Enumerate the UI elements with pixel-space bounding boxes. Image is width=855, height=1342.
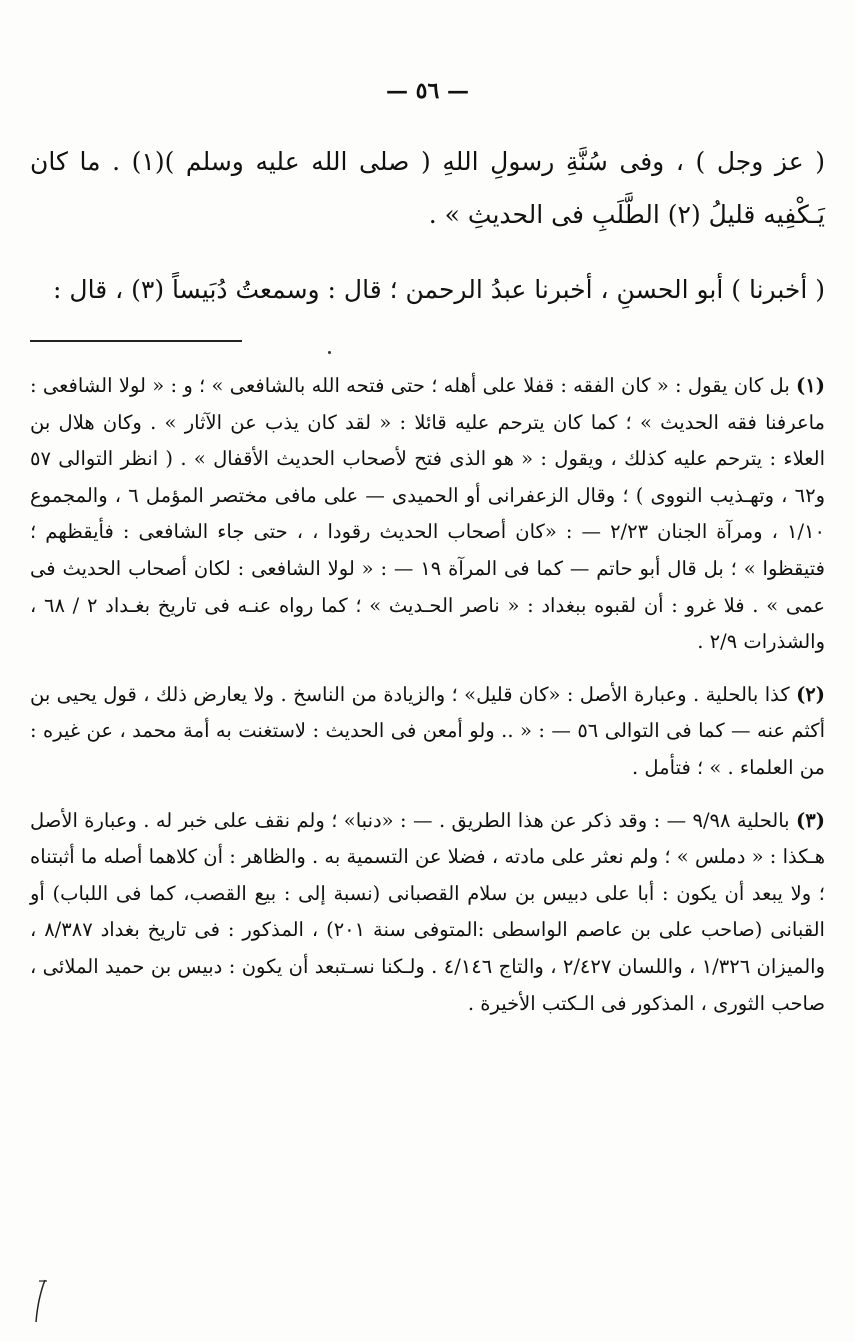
- main-paragraph: ( أخبرنا ) أبو الحسنِ ، أخبرنا عبدُ الرحمن ؛ قال : وسمعتُ دُبَيساً (٣) ، قال :: [53, 275, 825, 304]
- footnote-number: (٣): [796, 808, 825, 832]
- main-paragraph: ( عز وجل ) ، وفى سُنَّةِ رسولِ اللهِ ( صلى الله عليه وسلم )(١) . ما كان يَـكْفِيه قليلُ (٢) الطَّلَبِ فى الحديثِ » .: [30, 147, 825, 229]
- footnote-divider: [30, 340, 242, 342]
- main-text: [30, 135, 825, 338]
- page-number: — ٥٦ —: [386, 78, 469, 104]
- scan-edge-mark: [34, 1278, 48, 1324]
- footnote: [30, 368, 825, 661]
- footnotes: [30, 368, 825, 1038]
- footnote: [30, 677, 825, 787]
- footnote-number: (٢): [796, 682, 826, 706]
- footnote-text: كذا بالحلية . وعبارة الأصل : «كان قليل» ؛ والزيادة من الناسخ . ولا يعارض ذلك ، قول يحيى بن أكثم عنه — كما فى التوالى ٥٦ — : « .. ولو أمعن فى الحديث : لاستغنت به أمة محمد ، عن غيره : من العلماء . » ؛ فتأمل .: [30, 682, 825, 779]
- footnote: [30, 803, 825, 1023]
- ink-dot: [328, 351, 331, 354]
- footnote-text: بالحلية ٩/٩٨ — : وقد ذكر عن هذا الطريق . — : «دنبا» ؛ ولم نقف على خبر له . وعبارة الأصل هـكذا : « دملس » ؛ ولم نعثر على مادته ، فضلا عن التسمية به . والظاهر : أن كلاهما أصله ما أثبتناه ؛ ولا يبعد أن يكون : أبا على دبيس بن سلام القصبانى (نسبة إلى : بيع القصب، كما فى اللباب) أو القبانى (صاحب على بن عاصم الواسطى :المتوفى سنة ٢٠١) ، المذكور : فى تاريخ بغداد ٨/٣٨٧ ، والميزان ١/٣٢٦ ، واللسان ٢/٤٢٧ ، والتاج ٤/١٤٦ . ولـكنا نسـتبعد أن يكون : دبيس بن حميد الملائى ، صاحب الثورى ، المذكور فى الـكتب الأخيرة .: [30, 808, 825, 1015]
- book-page: [30, 0, 825, 1342]
- footnote-number: (١): [796, 374, 825, 397]
- footnote-text: بل كان يقول : « كان الفقه : قفلا على أهله ؛ حتى فتحه الله بالشافعى » ؛ و : « لولا الشافعى : ماعرفنا فقه الحديث » ؛ كما كان يترحم عليه قائلا : « لقد كان يذب عن الآثار » . وكان هلال بن العلاء : يترحم عليه كذلك ، ويقول : « هو الذى فتح لأصحاب الحديث الأقفال » . ( انظر التوالى ٥٧ و٦٢ ، وتهـذيب النووى ) ؛ وقال الزعفرانى أو الحميدى — على مافى مختصر المؤمل ٦ ، والمجموع ١/١٠ ، ومرآة الجنان ٢/٢٣ — : «كان أصحاب الحديث رقودا ، ، حتى جاء الشافعى : فأيقظهم ؛ فتيقظوا » ؛ بل قال أبو حاتم — كما فى المرآة ١٩ — : « لولا الشافعى : لكان أصحاب الحديث فى عمى » . فلا غرو : أن لقبوه ببغداد : « ناصر الحـديث » ؛ كما رواه عنـه فى تاريخ بغـداد ٢ / ٦٨ ، والشذرات ٢/٩ .: [30, 374, 826, 654]
